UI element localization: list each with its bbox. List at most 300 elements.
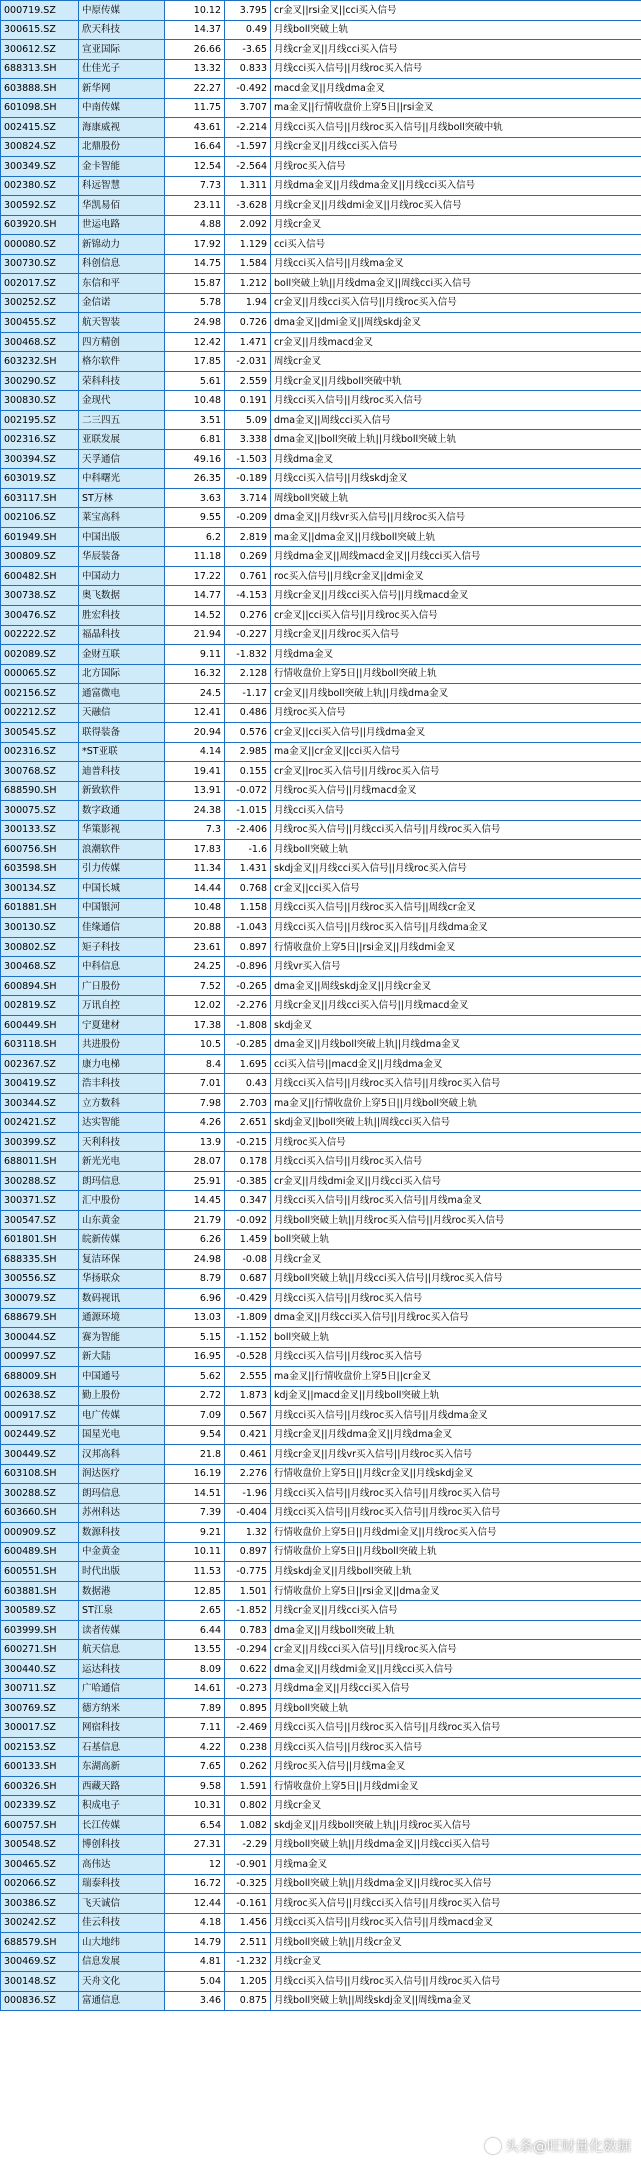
price-cell: 14.45 xyxy=(165,1191,225,1211)
change-pct-cell: 0.262 xyxy=(225,1757,271,1777)
stock-code-cell: 603108.SH xyxy=(1,1464,79,1484)
price-cell: 7.11 xyxy=(165,1718,225,1738)
table-row xyxy=(1,1523,641,1543)
price-cell: 7.01 xyxy=(165,1074,225,1094)
change-pct-cell: -2.469 xyxy=(225,1718,271,1738)
table-body xyxy=(1,1,641,2011)
signal-cell: dma金叉||周线cci买入信号 xyxy=(271,410,641,430)
table-row xyxy=(1,508,641,528)
stock-code-cell: 300615.SZ xyxy=(1,20,79,40)
signal-cell: cr金叉||cci买入信号||月线dma金叉 xyxy=(271,723,641,743)
table-row xyxy=(1,410,641,430)
stock-code-cell: 002156.SZ xyxy=(1,684,79,704)
signal-cell: cr金叉||月线dmi金叉||月线cci买入信号 xyxy=(271,1171,641,1191)
table-row xyxy=(1,1757,641,1777)
stock-name-cell: 数据港 xyxy=(79,1581,165,1601)
change-pct-cell: 0.802 xyxy=(225,1796,271,1816)
signal-cell: cr金叉||月线cci买入信号||月线roc买入信号 xyxy=(271,293,641,313)
price-cell: 10.48 xyxy=(165,391,225,411)
change-pct-cell: -0.189 xyxy=(225,469,271,489)
price-cell: 9.58 xyxy=(165,1776,225,1796)
signal-cell: kdj金叉||macd金叉||月线boll突破上轨 xyxy=(271,1386,641,1406)
signal-cell: 月线boll突破上轨||月线dma金叉||月线cci买入信号 xyxy=(271,1835,641,1855)
table-row xyxy=(1,1054,641,1074)
stock-code-cell: 002106.SZ xyxy=(1,508,79,528)
stock-name-cell: 欣天科技 xyxy=(79,20,165,40)
signal-cell: cr金叉||cci买入信号 xyxy=(271,879,641,899)
stock-code-cell: 002367.SZ xyxy=(1,1054,79,1074)
stock-code-cell: 002222.SZ xyxy=(1,625,79,645)
change-pct-cell: -0.775 xyxy=(225,1562,271,1582)
price-cell: 5.15 xyxy=(165,1328,225,1348)
price-cell: 49.16 xyxy=(165,449,225,469)
price-cell: 13.32 xyxy=(165,59,225,79)
signal-cell: 月线boll突破上轨 xyxy=(271,840,641,860)
stock-name-cell: 世运电路 xyxy=(79,215,165,235)
stock-name-cell: 华扬联众 xyxy=(79,1269,165,1289)
table-row xyxy=(1,1171,641,1191)
signal-cell: 月线cr金叉||月线boll突破中轨 xyxy=(271,371,641,391)
stock-name-cell: 朗玛信息 xyxy=(79,1171,165,1191)
stock-name-cell: 科创信息 xyxy=(79,254,165,274)
change-pct-cell: 0.49 xyxy=(225,20,271,40)
stock-code-cell: 300468.SZ xyxy=(1,332,79,352)
stock-name-cell: 中国出版 xyxy=(79,527,165,547)
table-row xyxy=(1,1015,641,1035)
table-row xyxy=(1,1328,641,1348)
stock-name-cell: 复洁环保 xyxy=(79,1250,165,1270)
price-cell: 7.09 xyxy=(165,1406,225,1426)
stock-name-cell: 勤上股份 xyxy=(79,1386,165,1406)
signal-cell: 行情收盘价上穿5日||月线dmi金叉 xyxy=(271,1776,641,1796)
price-cell: 4.18 xyxy=(165,1913,225,1933)
change-pct-cell: 2.092 xyxy=(225,215,271,235)
price-cell: 8.09 xyxy=(165,1659,225,1679)
change-pct-cell: 0.895 xyxy=(225,1698,271,1718)
table-row xyxy=(1,1445,641,1465)
table-row xyxy=(1,1464,641,1484)
stock-name-cell: 亚联发展 xyxy=(79,430,165,450)
price-cell: 20.88 xyxy=(165,918,225,938)
change-pct-cell: -0.08 xyxy=(225,1250,271,1270)
stock-name-cell: 航天智装 xyxy=(79,313,165,333)
change-pct-cell: -1.6 xyxy=(225,840,271,860)
price-cell: 14.44 xyxy=(165,879,225,899)
change-pct-cell: -0.404 xyxy=(225,1503,271,1523)
price-cell: 13.55 xyxy=(165,1640,225,1660)
price-cell: 7.73 xyxy=(165,176,225,196)
price-cell: 6.96 xyxy=(165,1289,225,1309)
price-cell: 8.4 xyxy=(165,1054,225,1074)
signal-cell: 月线boll突破上轨||月线cr金叉 xyxy=(271,1933,641,1953)
table-row xyxy=(1,1933,641,1953)
stock-name-cell: 航天信息 xyxy=(79,1640,165,1660)
price-cell: 14.77 xyxy=(165,586,225,606)
table-row xyxy=(1,684,641,704)
signal-cell: 月线cr金叉||月线cci买入信号 xyxy=(271,1601,641,1621)
signal-cell: 周线boll突破上轨 xyxy=(271,488,641,508)
change-pct-cell: 0.687 xyxy=(225,1269,271,1289)
stock-name-cell: 康力电梯 xyxy=(79,1054,165,1074)
watermark-text: 头条@旺财量化数据 xyxy=(505,2139,631,2155)
stock-code-cell: 603888.SH xyxy=(1,79,79,99)
change-pct-cell: -0.901 xyxy=(225,1854,271,1874)
table-row xyxy=(1,586,641,606)
stock-code-cell: 300290.SZ xyxy=(1,371,79,391)
price-cell: 17.38 xyxy=(165,1015,225,1035)
change-pct-cell: -4.153 xyxy=(225,586,271,606)
signal-cell: 月线dma金叉||月线cci买入信号 xyxy=(271,1679,641,1699)
stock-name-cell: 苏州科达 xyxy=(79,1503,165,1523)
stock-name-cell: 中科信息 xyxy=(79,957,165,977)
table-row xyxy=(1,1620,641,1640)
signal-cell: 月线cci买入信号||月线roc买入信号||月线roc买入信号 xyxy=(271,1074,641,1094)
change-pct-cell: 1.32 xyxy=(225,1523,271,1543)
stock-code-cell: 300349.SZ xyxy=(1,157,79,177)
table-row xyxy=(1,1347,641,1367)
stock-code-cell: 601801.SH xyxy=(1,1230,79,1250)
price-cell: 8.79 xyxy=(165,1269,225,1289)
table-row xyxy=(1,1874,641,1894)
change-pct-cell: -1.503 xyxy=(225,449,271,469)
stock-name-cell: 二三四五 xyxy=(79,410,165,430)
signal-cell: dma金叉||周线skdj金叉||月线cr金叉 xyxy=(271,976,641,996)
table-row xyxy=(1,371,641,391)
stock-code-cell: 002638.SZ xyxy=(1,1386,79,1406)
change-pct-cell: -0.092 xyxy=(225,1210,271,1230)
change-pct-cell: -0.227 xyxy=(225,625,271,645)
toutiao-logo-icon xyxy=(485,2138,501,2154)
stock-code-cell: 300075.SZ xyxy=(1,801,79,821)
price-cell: 14.37 xyxy=(165,20,225,40)
stock-name-cell: 立方数科 xyxy=(79,1093,165,1113)
stock-name-cell: 通源环境 xyxy=(79,1308,165,1328)
stock-code-cell: 002339.SZ xyxy=(1,1796,79,1816)
change-pct-cell: 3.707 xyxy=(225,98,271,118)
table-row xyxy=(1,859,641,879)
stock-name-cell: 运达科技 xyxy=(79,1659,165,1679)
signal-cell: skdj金叉||月线boll突破上轨||月线roc买入信号 xyxy=(271,1815,641,1835)
change-pct-cell: -0.273 xyxy=(225,1679,271,1699)
stock-name-cell: 福晶科技 xyxy=(79,625,165,645)
stock-code-cell: 300547.SZ xyxy=(1,1210,79,1230)
table-row xyxy=(1,1093,641,1113)
change-pct-cell: -2.276 xyxy=(225,996,271,1016)
signal-cell: boll突破上轨 xyxy=(271,1230,641,1250)
stock-code-cell: 300399.SZ xyxy=(1,1132,79,1152)
table-row xyxy=(1,1659,641,1679)
price-cell: 11.18 xyxy=(165,547,225,567)
stock-name-cell: 山大地纬 xyxy=(79,1933,165,1953)
stock-code-cell: 300288.SZ xyxy=(1,1171,79,1191)
stock-code-cell: 300130.SZ xyxy=(1,918,79,938)
stock-code-cell: 688679.SH xyxy=(1,1308,79,1328)
table-row xyxy=(1,937,641,957)
price-cell: 5.04 xyxy=(165,1972,225,1992)
stock-name-cell: 汉邦高科 xyxy=(79,1445,165,1465)
table-row xyxy=(1,40,641,60)
stock-name-cell: 海康威视 xyxy=(79,118,165,138)
stock-name-cell: 数码视讯 xyxy=(79,1289,165,1309)
table-row xyxy=(1,1250,641,1270)
stock-name-cell: 通富微电 xyxy=(79,684,165,704)
signal-cell: 月线dma金叉||月线dma金叉||月线cci买入信号 xyxy=(271,176,641,196)
stock-name-cell: 中科曙光 xyxy=(79,469,165,489)
change-pct-cell: 1.082 xyxy=(225,1815,271,1835)
price-cell: 20.94 xyxy=(165,723,225,743)
stock-name-cell: 宁夏建材 xyxy=(79,1015,165,1035)
change-pct-cell: 3.714 xyxy=(225,488,271,508)
stock-name-cell: 佳缘通信 xyxy=(79,918,165,938)
stock-code-cell: 600326.SH xyxy=(1,1776,79,1796)
stock-name-cell: 西藏天路 xyxy=(79,1776,165,1796)
stock-code-cell: 603232.SH xyxy=(1,352,79,372)
price-cell: 12.54 xyxy=(165,157,225,177)
change-pct-cell: -0.528 xyxy=(225,1347,271,1367)
stock-code-cell: 300079.SZ xyxy=(1,1289,79,1309)
signal-cell: cr金叉||月线boll突破上轨||月线dma金叉 xyxy=(271,684,641,704)
change-pct-cell: 0.768 xyxy=(225,879,271,899)
signal-cell: 月线cci买入信号||月线roc买入信号||月线macd金叉 xyxy=(271,1913,641,1933)
signal-cell: 月线cci买入信号||月线ma金叉 xyxy=(271,254,641,274)
price-cell: 9.21 xyxy=(165,1523,225,1543)
stock-name-cell: 数字政通 xyxy=(79,801,165,821)
change-pct-cell: -0.294 xyxy=(225,1640,271,1660)
stock-name-cell: 积成电子 xyxy=(79,1796,165,1816)
price-cell: 9.11 xyxy=(165,645,225,665)
stock-code-cell: 300769.SZ xyxy=(1,1698,79,1718)
price-cell: 17.85 xyxy=(165,352,225,372)
stock-name-cell: 新大陆 xyxy=(79,1347,165,1367)
stock-code-cell: 300711.SZ xyxy=(1,1679,79,1699)
signal-cell: macd金叉||月线dma金叉 xyxy=(271,79,641,99)
stock-code-cell: 603117.SH xyxy=(1,488,79,508)
change-pct-cell: 1.431 xyxy=(225,859,271,879)
stock-name-cell: 格尔软件 xyxy=(79,352,165,372)
stock-code-cell: 002380.SZ xyxy=(1,176,79,196)
signal-cell: cr金叉||月线macd金叉 xyxy=(271,332,641,352)
table-row xyxy=(1,605,641,625)
change-pct-cell: 1.94 xyxy=(225,293,271,313)
change-pct-cell: 0.276 xyxy=(225,605,271,625)
table-row xyxy=(1,1796,641,1816)
signal-cell: 行情收盘价上穿5日||月线dmi金叉||月线roc买入信号 xyxy=(271,1523,641,1543)
table-row xyxy=(1,703,641,723)
price-cell: 11.53 xyxy=(165,1562,225,1582)
signal-cell: 月线cci买入信号||月线roc买入信号||月线dma金叉 xyxy=(271,918,641,938)
stock-code-cell: 002212.SZ xyxy=(1,703,79,723)
table-row xyxy=(1,1132,641,1152)
signal-cell: 行情收盘价上穿5日||月线boll突破上轨 xyxy=(271,664,641,684)
stock-code-cell: 000997.SZ xyxy=(1,1347,79,1367)
change-pct-cell: 2.128 xyxy=(225,664,271,684)
stock-name-cell: 新锦动力 xyxy=(79,235,165,255)
signal-cell: cr金叉||roc买入信号||月线roc买入信号 xyxy=(271,762,641,782)
stock-code-cell: 300476.SZ xyxy=(1,605,79,625)
change-pct-cell: 1.459 xyxy=(225,1230,271,1250)
price-cell: 43.61 xyxy=(165,118,225,138)
table-row xyxy=(1,254,641,274)
signal-cell: 月线boll突破上轨||月线roc买入信号||月线roc买入信号 xyxy=(271,1210,641,1230)
price-cell: 6.26 xyxy=(165,1230,225,1250)
stock-code-cell: 601098.SH xyxy=(1,98,79,118)
stock-code-cell: 002316.SZ xyxy=(1,742,79,762)
table-row xyxy=(1,820,641,840)
signal-cell: 月线cr金叉||月线cci买入信号 xyxy=(271,40,641,60)
price-cell: 9.54 xyxy=(165,1425,225,1445)
signal-cell: 行情收盘价上穿5日||rsi金叉||dma金叉 xyxy=(271,1581,641,1601)
signal-cell: 月线cr金叉 xyxy=(271,1952,641,1972)
price-cell: 23.61 xyxy=(165,937,225,957)
signal-cell: 行情收盘价上穿5日||月线cr金叉||月线skdj金叉 xyxy=(271,1464,641,1484)
stock-name-cell: 金现代 xyxy=(79,391,165,411)
price-cell: 4.14 xyxy=(165,742,225,762)
change-pct-cell: -2.031 xyxy=(225,352,271,372)
change-pct-cell: 1.158 xyxy=(225,898,271,918)
price-cell: 10.11 xyxy=(165,1542,225,1562)
signal-cell: 月线ma金叉 xyxy=(271,1854,641,1874)
signal-cell: 月线cr金叉||月线dmi金叉||月线roc买入信号 xyxy=(271,196,641,216)
signal-cell: 月线cci买入信号||月线roc买入信号||月线dma金叉 xyxy=(271,1406,641,1426)
price-cell: 9.55 xyxy=(165,508,225,528)
stock-name-cell: 金卡智能 xyxy=(79,157,165,177)
table-row xyxy=(1,1562,641,1582)
stock-name-cell: 达实智能 xyxy=(79,1113,165,1133)
signal-cell: 月线cci买入信号||月线roc买入信号 xyxy=(271,1737,641,1757)
stock-code-cell: 603999.SH xyxy=(1,1620,79,1640)
stock-name-cell: 高伟达 xyxy=(79,1854,165,1874)
table-row xyxy=(1,645,641,665)
stock-name-cell: 瑞泰科技 xyxy=(79,1874,165,1894)
price-cell: 17.92 xyxy=(165,235,225,255)
price-cell: 6.44 xyxy=(165,1620,225,1640)
change-pct-cell: -1.809 xyxy=(225,1308,271,1328)
table-row xyxy=(1,449,641,469)
stock-name-cell: 矩子科技 xyxy=(79,937,165,957)
price-cell: 13.03 xyxy=(165,1308,225,1328)
stock-name-cell: 广日股份 xyxy=(79,976,165,996)
signal-cell: dma金叉||月线cci买入信号||月线roc买入信号 xyxy=(271,1308,641,1328)
stock-name-cell: 金财互联 xyxy=(79,645,165,665)
change-pct-cell: 2.511 xyxy=(225,1933,271,1953)
price-cell: 4.81 xyxy=(165,1952,225,1972)
stock-name-cell: 德方纳米 xyxy=(79,1698,165,1718)
change-pct-cell: 1.695 xyxy=(225,1054,271,1074)
change-pct-cell: 2.555 xyxy=(225,1367,271,1387)
stock-name-cell: 迪普科技 xyxy=(79,762,165,782)
price-cell: 25.91 xyxy=(165,1171,225,1191)
price-cell: 3.63 xyxy=(165,488,225,508)
stock-code-cell: 002415.SZ xyxy=(1,118,79,138)
stock-code-cell: 300440.SZ xyxy=(1,1659,79,1679)
table-row xyxy=(1,625,641,645)
signal-cell: cci买入信号||macd金叉||月线dma金叉 xyxy=(271,1054,641,1074)
signal-cell: 月线roc买入信号 xyxy=(271,1132,641,1152)
stock-code-cell: 300419.SZ xyxy=(1,1074,79,1094)
change-pct-cell: 0.238 xyxy=(225,1737,271,1757)
stock-name-cell: 天孚通信 xyxy=(79,449,165,469)
stock-name-cell: 东湖高新 xyxy=(79,1757,165,1777)
signal-cell: 月线cci买入信号||月线roc买入信号 xyxy=(271,1152,641,1172)
stock-name-cell: 富通信息 xyxy=(79,1991,165,2011)
change-pct-cell: 1.311 xyxy=(225,176,271,196)
change-pct-cell: -0.215 xyxy=(225,1132,271,1152)
stock-name-cell: 数源科技 xyxy=(79,1523,165,1543)
change-pct-cell: 5.09 xyxy=(225,410,271,430)
stock-code-cell: 600489.SH xyxy=(1,1542,79,1562)
change-pct-cell: -1.832 xyxy=(225,645,271,665)
change-pct-cell: -0.209 xyxy=(225,508,271,528)
table-row xyxy=(1,1191,641,1211)
table-row xyxy=(1,59,641,79)
stock-code-cell: 300738.SZ xyxy=(1,586,79,606)
stock-code-cell: 002819.SZ xyxy=(1,996,79,1016)
signal-cell: dma金叉||boll突破上轨||月线boll突破上轨 xyxy=(271,430,641,450)
table-row xyxy=(1,566,641,586)
change-pct-cell: 0.622 xyxy=(225,1659,271,1679)
signal-cell: ma金叉||cr金叉||cci买入信号 xyxy=(271,742,641,762)
price-cell: 16.72 xyxy=(165,1874,225,1894)
signal-cell: 月线cci买入信号||月线roc买入信号 xyxy=(271,1347,641,1367)
stock-name-cell: 皖新传媒 xyxy=(79,1230,165,1250)
stock-code-cell: 688579.SH xyxy=(1,1933,79,1953)
signal-cell: 月线cr金叉 xyxy=(271,1250,641,1270)
stock-name-cell: 莱宝高科 xyxy=(79,508,165,528)
signal-cell: 月线boll突破上轨||月线dma金叉||月线roc买入信号 xyxy=(271,1874,641,1894)
price-cell: 7.52 xyxy=(165,976,225,996)
price-cell: 12.42 xyxy=(165,332,225,352)
stock-code-cell: 300252.SZ xyxy=(1,293,79,313)
signal-cell: boll突破上轨 xyxy=(271,1328,641,1348)
stock-code-cell: 300148.SZ xyxy=(1,1972,79,1992)
stock-code-cell: 300545.SZ xyxy=(1,723,79,743)
stock-code-cell: 688335.SH xyxy=(1,1250,79,1270)
change-pct-cell: -0.072 xyxy=(225,781,271,801)
change-pct-cell: 0.461 xyxy=(225,1445,271,1465)
stock-name-cell: 朗玛信息 xyxy=(79,1484,165,1504)
signal-cell: 行情收盘价上穿5日||rsi金叉||月线dmi金叉 xyxy=(271,937,641,957)
table-row xyxy=(1,235,641,255)
stock-code-cell: 300809.SZ xyxy=(1,547,79,567)
table-row xyxy=(1,488,641,508)
stock-name-cell: 中金黄金 xyxy=(79,1542,165,1562)
stock-name-cell: 信息发展 xyxy=(79,1952,165,1972)
signal-cell: skdj金叉||月线cci买入信号||月线roc买入信号 xyxy=(271,859,641,879)
signal-cell: 月线cr金叉 xyxy=(271,1796,641,1816)
stock-code-cell: 600271.SH xyxy=(1,1640,79,1660)
stock-code-cell: 600894.SH xyxy=(1,976,79,996)
stock-name-cell: 东信和平 xyxy=(79,274,165,294)
change-pct-cell: 0.833 xyxy=(225,59,271,79)
table-row xyxy=(1,1640,641,1660)
change-pct-cell: -0.285 xyxy=(225,1035,271,1055)
change-pct-cell: -0.161 xyxy=(225,1894,271,1914)
stock-name-cell: 电广传媒 xyxy=(79,1406,165,1426)
signal-cell: 月线roc买入信号 xyxy=(271,703,641,723)
signal-cell: 月线cci买入信号||月线roc买入信号||月线roc买入信号 xyxy=(271,1484,641,1504)
signal-cell: dma金叉||dmi金叉||周线skdj金叉 xyxy=(271,313,641,333)
signal-cell: cr金叉||cci买入信号||月线roc买入信号 xyxy=(271,605,641,625)
stock-code-cell: 300288.SZ xyxy=(1,1484,79,1504)
table-row xyxy=(1,742,641,762)
stock-code-cell: 000909.SZ xyxy=(1,1523,79,1543)
stock-code-cell: 300548.SZ xyxy=(1,1835,79,1855)
table-row xyxy=(1,976,641,996)
signal-cell: 月线cci买入信号||月线roc买入信号||月线roc买入信号 xyxy=(271,1972,641,1992)
change-pct-cell: 1.501 xyxy=(225,1581,271,1601)
table-row xyxy=(1,1601,641,1621)
price-cell: 14.61 xyxy=(165,1679,225,1699)
